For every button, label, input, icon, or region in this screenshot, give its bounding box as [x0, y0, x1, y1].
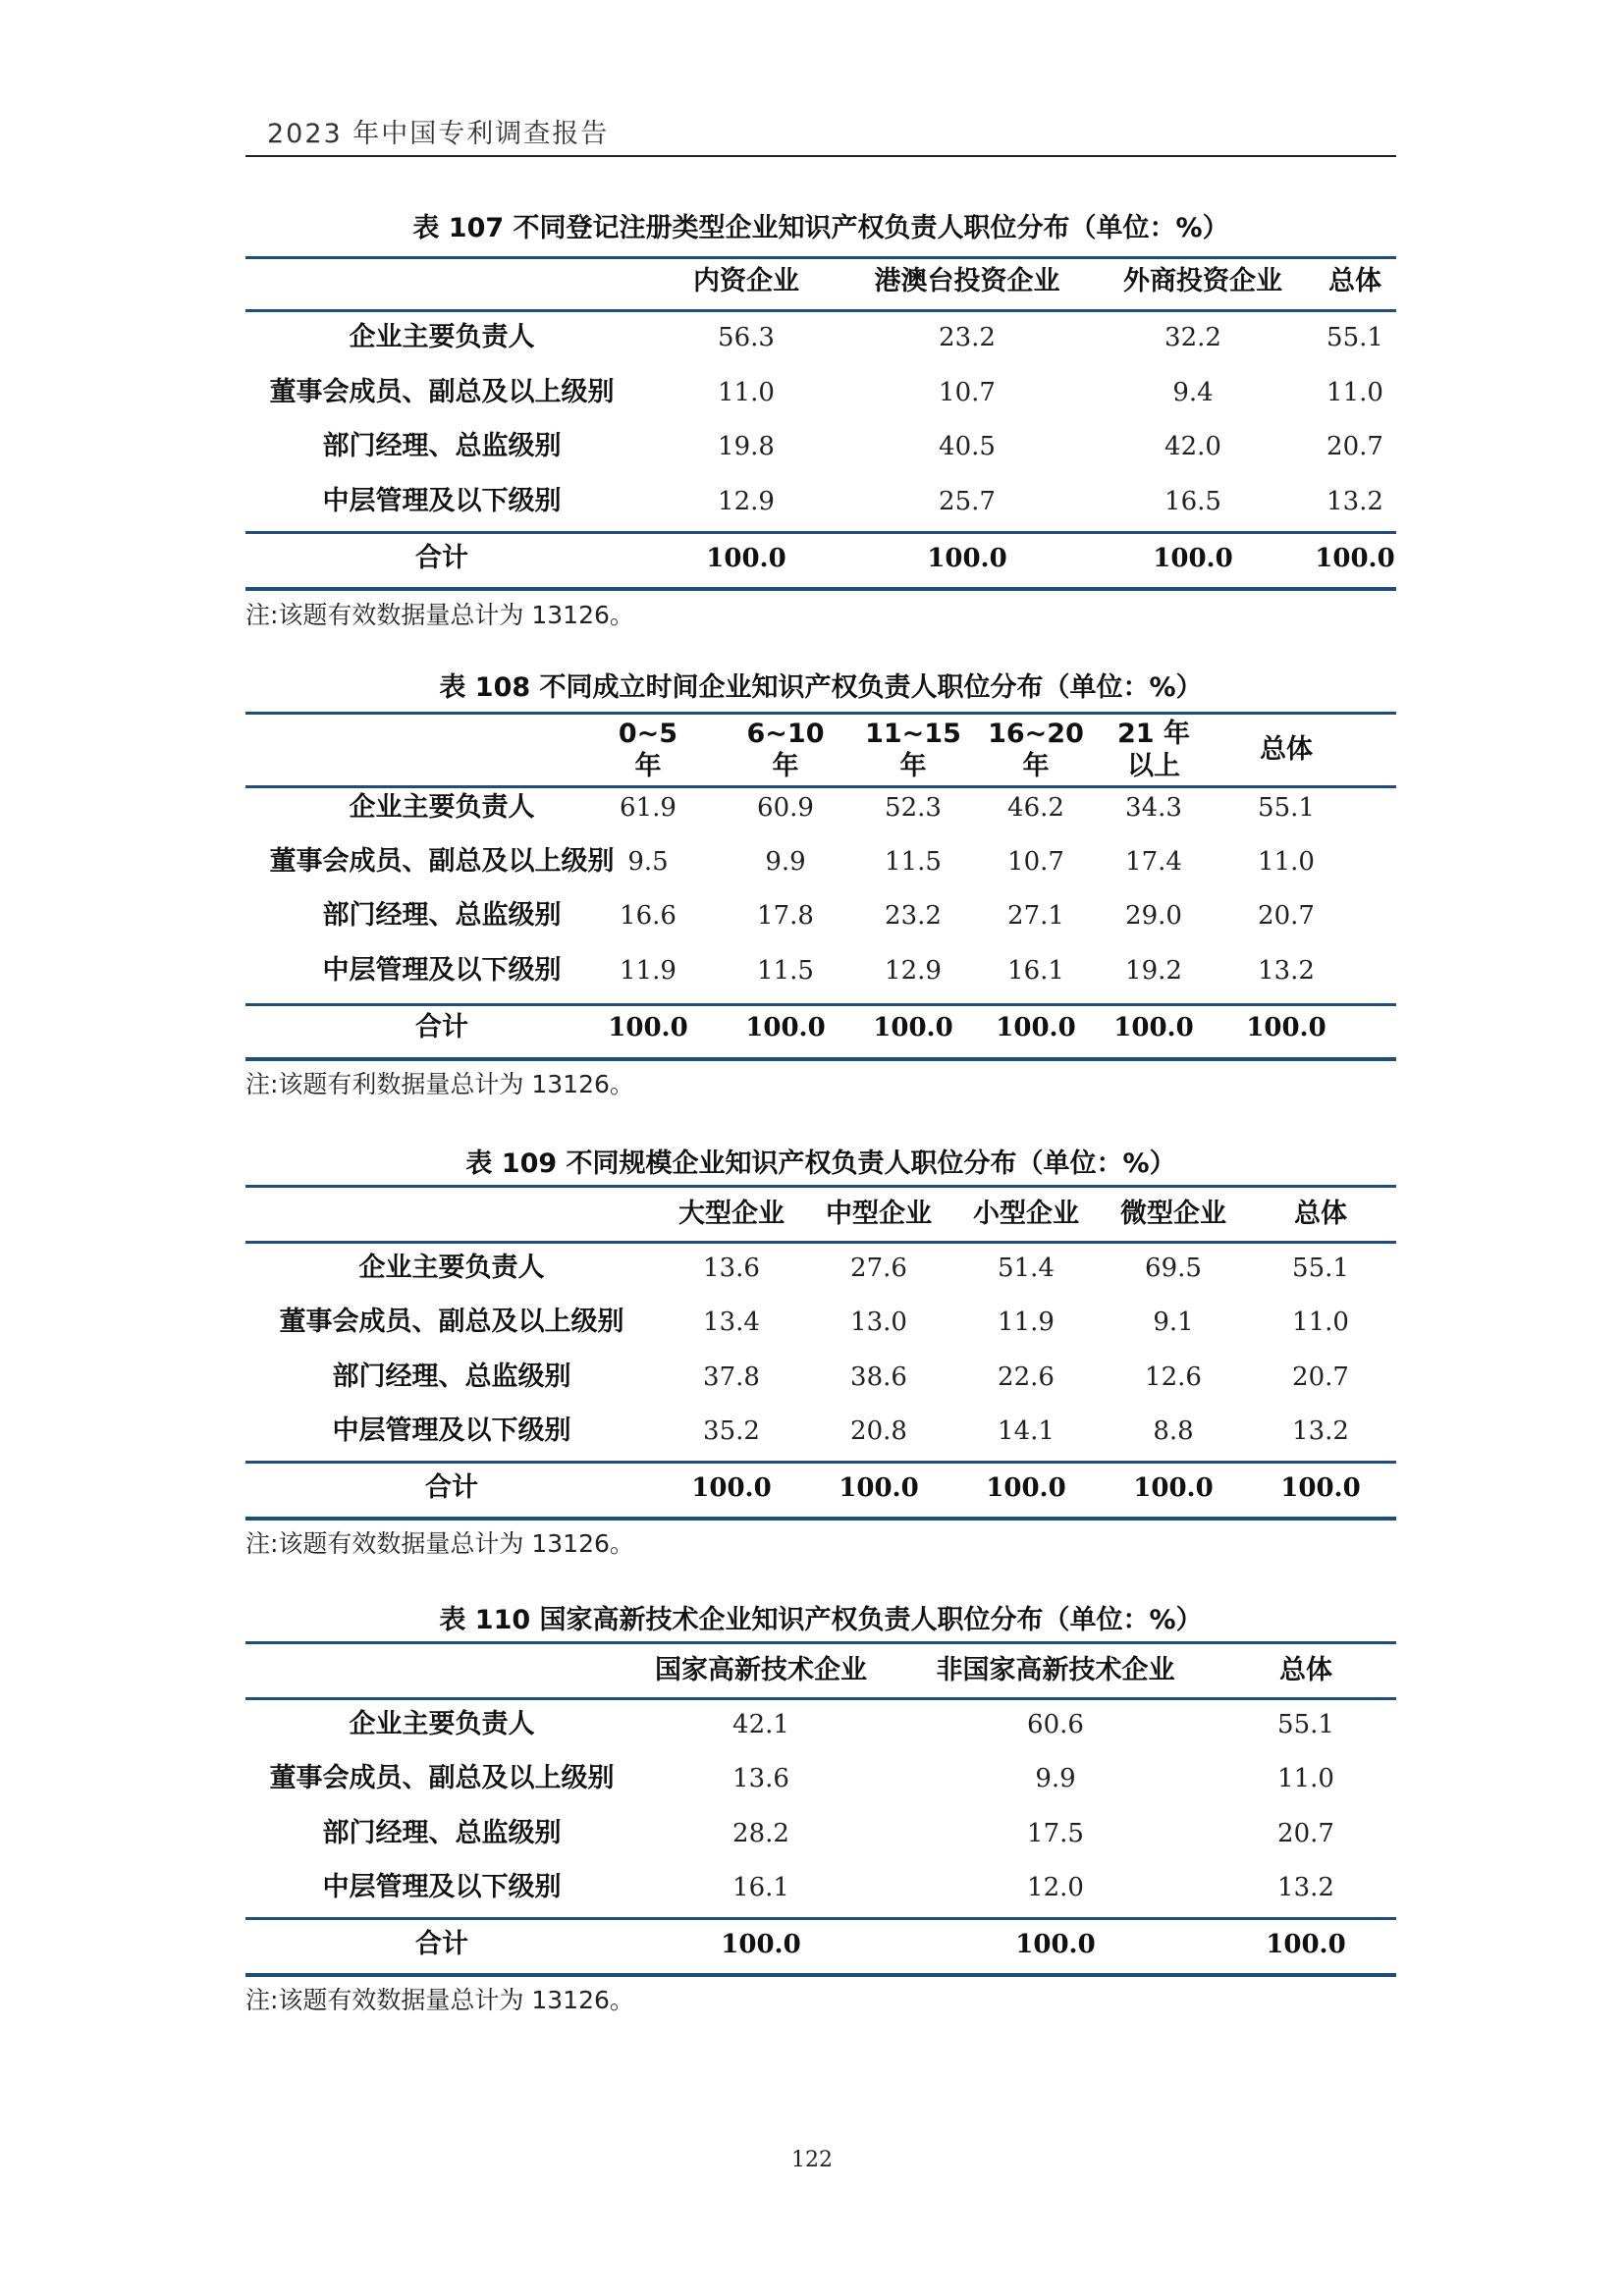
cell-value: 13.0 — [850, 1308, 907, 1337]
table-108 — [245, 663, 1396, 1124]
column-header: 外商投资企业 — [1123, 266, 1282, 296]
cell-value: 14.1 — [998, 1416, 1055, 1446]
row-label: 部门经理、总监级别 — [332, 1362, 571, 1392]
cell-value: 20.7 — [1258, 901, 1315, 931]
cell-value: 10.7 — [1007, 847, 1064, 877]
column-header — [731, 718, 839, 782]
cell-value: 9.9 — [765, 847, 806, 877]
cell-value: 28.2 — [732, 1819, 789, 1848]
cell-value: 17.4 — [1125, 847, 1182, 877]
column-header-line: 年 — [899, 751, 927, 781]
cell-value: 9.9 — [1035, 1764, 1076, 1793]
cell-value: 27.6 — [850, 1254, 907, 1283]
total-value: 100.0 — [1266, 1930, 1346, 1959]
header-rule — [245, 1241, 1396, 1244]
cell-value: 37.8 — [703, 1362, 760, 1392]
column-header: 总体 — [1294, 1199, 1347, 1229]
total-value: 100.0 — [706, 544, 786, 573]
column-header: 非国家高新技术企业 — [936, 1655, 1175, 1685]
row-label: 中层管理及以下级别 — [332, 1415, 571, 1446]
total-value: 100.0 — [839, 1473, 919, 1503]
cell-value: 11.0 — [718, 378, 775, 407]
total-value: 100.0 — [721, 1930, 801, 1959]
total-value: 100.0 — [1315, 544, 1395, 573]
total-value: 100.0 — [1280, 1473, 1361, 1503]
cell-value: 13.2 — [1277, 1873, 1334, 1902]
cell-value: 25.7 — [939, 487, 996, 516]
table-109 — [245, 1139, 1396, 1580]
cell-value: 13.2 — [1292, 1416, 1349, 1446]
column-header-line: 0~5 — [618, 719, 678, 749]
column-header-line: 11~15 — [865, 719, 961, 749]
cell-value: 17.8 — [757, 901, 814, 931]
cell-value: 20.7 — [1277, 1819, 1334, 1848]
cell-value: 34.3 — [1125, 793, 1182, 823]
bottom-rule — [245, 1057, 1396, 1061]
cell-value: 69.5 — [1145, 1254, 1202, 1283]
table-title: 表 107 不同登记注册类型企业知识产权负责人职位分布（单位：%） — [412, 213, 1229, 243]
cell-value: 42.0 — [1164, 432, 1221, 461]
cell-value: 11.9 — [620, 956, 677, 986]
column-header-line: 16~20 — [988, 719, 1084, 749]
cell-value: 60.9 — [757, 793, 814, 823]
cell-value: 40.5 — [939, 432, 996, 461]
row-label: 企业主要负责人 — [349, 792, 535, 823]
cell-value: 13.4 — [703, 1308, 760, 1337]
header-rule — [245, 1697, 1396, 1700]
cell-value: 42.1 — [732, 1710, 789, 1739]
total-value: 100.0 — [1015, 1930, 1096, 1959]
cell-value: 13.6 — [703, 1254, 760, 1283]
cell-value: 55.1 — [1258, 793, 1315, 823]
total-value: 100.0 — [1113, 1013, 1194, 1042]
row-label: 企业主要负责人 — [349, 322, 535, 352]
cell-value: 11.0 — [1277, 1764, 1334, 1793]
table-note: 注:该题有效数据量总计为 13126。 — [245, 1986, 634, 2014]
column-header — [854, 718, 972, 782]
total-rule — [245, 1461, 1396, 1464]
column-header: 小型企业 — [973, 1199, 1079, 1229]
cell-value: 17.5 — [1027, 1819, 1084, 1848]
row-label: 企业主要负责人 — [349, 1709, 535, 1739]
row-label: 部门经理、总监级别 — [322, 431, 562, 461]
total-label: 合计 — [415, 1929, 468, 1959]
table-110 — [245, 1595, 1396, 2037]
cell-value: 10.7 — [939, 378, 996, 407]
cell-value: 52.3 — [885, 793, 942, 823]
cell-value: 55.1 — [1326, 323, 1383, 352]
column-header-line: 21 年 — [1117, 719, 1190, 749]
column-header: 港澳台投资企业 — [874, 266, 1060, 296]
column-header: 微型企业 — [1120, 1199, 1226, 1229]
cell-value: 12.0 — [1027, 1873, 1084, 1902]
bottom-rule — [245, 587, 1396, 591]
cell-value: 11.0 — [1258, 847, 1315, 877]
cell-value: 29.0 — [1125, 901, 1182, 931]
total-label: 合计 — [415, 1012, 468, 1042]
top-rule — [245, 1641, 1396, 1644]
cell-value: 27.1 — [1007, 901, 1064, 931]
table-107 — [245, 201, 1396, 643]
total-rule — [245, 1917, 1396, 1920]
total-value: 100.0 — [873, 1013, 953, 1042]
total-value: 100.0 — [986, 1473, 1066, 1503]
total-value: 100.0 — [1133, 1473, 1214, 1503]
table-title: 表 108 不同成立时间企业知识产权负责人职位分布（单位：%） — [439, 672, 1203, 703]
row-label: 中层管理及以下级别 — [322, 486, 562, 516]
cell-value: 8.8 — [1153, 1416, 1194, 1446]
top-rule — [245, 256, 1396, 259]
total-value: 100.0 — [996, 1013, 1076, 1042]
column-header-line: 年 — [1022, 751, 1050, 781]
column-header — [977, 718, 1095, 782]
row-label: 董事会成员、副总及以上级别 — [279, 1307, 624, 1337]
cell-value: 19.2 — [1125, 956, 1182, 986]
column-header-line: 年 — [634, 751, 662, 781]
row-label: 董事会成员、副总及以上级别 — [269, 1763, 615, 1793]
table-note: 注:该题有效数据量总计为 13126。 — [245, 1529, 634, 1558]
cell-value: 9.4 — [1172, 378, 1214, 407]
cell-value: 16.5 — [1164, 487, 1221, 516]
row-label: 企业主要负责人 — [358, 1253, 545, 1283]
cell-value: 11.5 — [757, 956, 814, 986]
cell-value: 20.8 — [850, 1416, 907, 1446]
column-header: 总体 — [1279, 1655, 1332, 1685]
column-header — [594, 718, 702, 782]
cell-value: 12.9 — [885, 956, 942, 986]
cell-value: 23.2 — [939, 323, 996, 352]
total-value: 100.0 — [745, 1013, 826, 1042]
running-header-title: 2023 年中国专利调查报告 — [267, 119, 610, 149]
header-rule — [245, 309, 1396, 312]
cell-value: 16.6 — [620, 901, 677, 931]
top-rule — [245, 712, 1396, 715]
cell-value: 23.2 — [885, 901, 942, 931]
column-header: 内资企业 — [693, 266, 799, 296]
cell-value: 11.0 — [1326, 378, 1383, 407]
column-header: 大型企业 — [678, 1199, 785, 1229]
row-label: 部门经理、总监级别 — [322, 900, 562, 931]
cell-value: 55.1 — [1292, 1254, 1349, 1283]
bottom-rule — [245, 1973, 1396, 1977]
row-label: 中层管理及以下级别 — [322, 1872, 562, 1902]
cell-value: 60.6 — [1027, 1710, 1084, 1739]
cell-value: 11.5 — [885, 847, 942, 877]
total-value: 100.0 — [691, 1473, 772, 1503]
cell-value: 38.6 — [850, 1362, 907, 1392]
total-value: 100.0 — [1153, 544, 1233, 573]
column-header: 总体 — [1328, 266, 1381, 296]
cell-value: 9.5 — [627, 847, 669, 877]
total-rule — [245, 531, 1396, 534]
cell-value: 11.9 — [998, 1308, 1055, 1337]
column-header — [1100, 718, 1208, 782]
total-label: 合计 — [425, 1472, 478, 1503]
total-value: 100.0 — [927, 544, 1007, 573]
cell-value: 46.2 — [1007, 793, 1064, 823]
cell-value: 9.1 — [1153, 1308, 1194, 1337]
cell-value: 20.7 — [1326, 432, 1383, 461]
cell-value: 11.0 — [1292, 1308, 1349, 1337]
page-header — [245, 108, 1396, 157]
header-rule — [245, 785, 1396, 788]
cell-value: 13.6 — [732, 1764, 789, 1793]
total-value: 100.0 — [1246, 1013, 1326, 1042]
table-title: 表 110 国家高新技术企业知识产权负责人职位分布（单位：%） — [439, 1605, 1203, 1635]
cell-value: 19.8 — [718, 432, 775, 461]
cell-value: 32.2 — [1164, 323, 1221, 352]
column-header: 国家高新技术企业 — [655, 1655, 867, 1685]
table-note: 注:该题有效数据量总计为 13126。 — [245, 601, 634, 629]
table-note: 注:该题有利数据量总计为 13126。 — [245, 1070, 634, 1098]
row-label: 部门经理、总监级别 — [322, 1818, 562, 1848]
cell-value: 51.4 — [998, 1254, 1055, 1283]
column-header: 中型企业 — [826, 1199, 932, 1229]
table-title: 表 109 不同规模企业知识产权负责人职位分布（单位：%） — [465, 1148, 1176, 1179]
cell-value: 55.1 — [1277, 1710, 1334, 1739]
cell-value: 61.9 — [620, 793, 677, 823]
total-rule — [245, 1003, 1396, 1006]
cell-value: 12.6 — [1145, 1362, 1202, 1392]
cell-value: 13.2 — [1258, 956, 1315, 986]
cell-value: 22.6 — [998, 1362, 1055, 1392]
cell-value: 20.7 — [1292, 1362, 1349, 1392]
column-header: 总体 — [1260, 734, 1313, 765]
top-rule — [245, 1185, 1396, 1188]
row-label: 董事会成员、副总及以上级别 — [269, 377, 615, 407]
column-header-line: 6~10 — [746, 719, 825, 749]
cell-value: 35.2 — [703, 1416, 760, 1446]
column-header-line: 年 — [772, 751, 799, 781]
cell-value: 56.3 — [718, 323, 775, 352]
bottom-rule — [245, 1517, 1396, 1521]
cell-value: 12.9 — [718, 487, 775, 516]
total-value: 100.0 — [608, 1013, 688, 1042]
cell-value: 16.1 — [1007, 956, 1064, 986]
column-header-line: 以上 — [1127, 751, 1180, 781]
cell-value: 16.1 — [732, 1873, 789, 1902]
row-label: 中层管理及以下级别 — [322, 955, 562, 986]
cell-value: 13.2 — [1326, 487, 1383, 516]
total-label: 合计 — [415, 543, 468, 573]
page-number: 122 — [791, 2148, 833, 2172]
row-label: 董事会成员、副总及以上级别 — [269, 846, 615, 877]
